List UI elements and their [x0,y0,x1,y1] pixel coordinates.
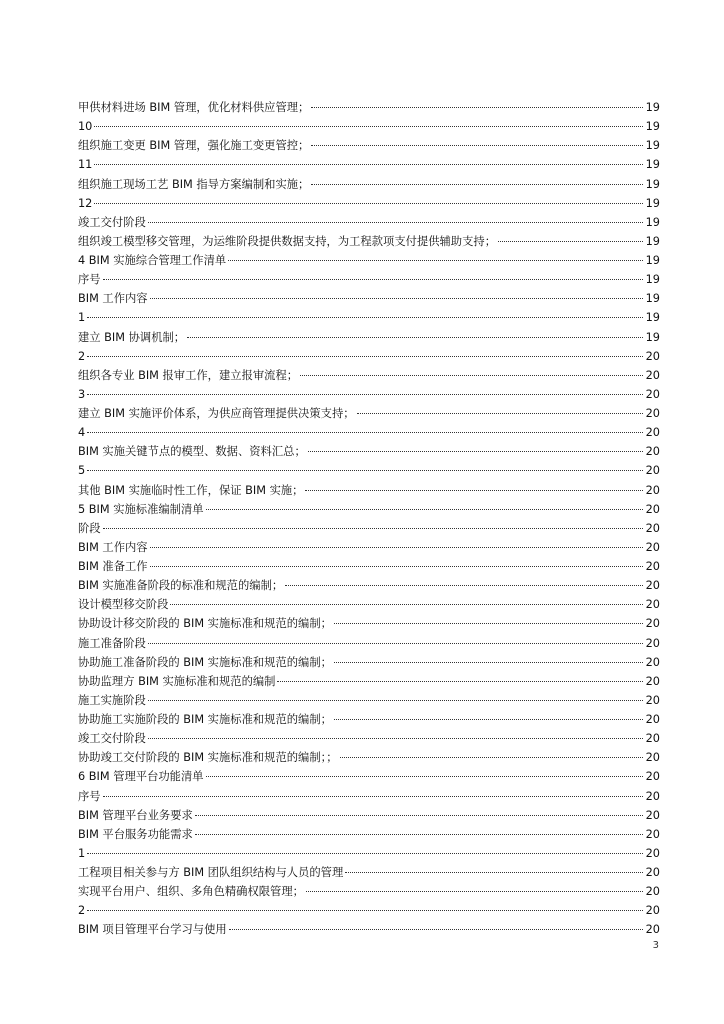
toc-entry-page: 20 [645,923,660,937]
toc-entry-text: 阶段 [78,521,101,535]
dot-leader [103,278,643,280]
toc-entry-text: 协助施工准备阶段的 BIM 实施标准和规范的编制； [78,655,332,669]
toc-entry-text: 建立 BIM 实施评价体系，为供应商管理提供决策支持； [78,407,355,420]
dot-leader [334,622,643,624]
dot-leader [334,718,643,720]
toc-entry-page: 20 [645,904,660,918]
toc-entry-text: 3 [78,387,86,401]
toc-entry[interactable] [78,213,660,232]
toc-entry-page: 19 [645,292,660,306]
toc-entry-page: 20 [645,885,660,899]
dot-leader [340,756,643,758]
toc-entry-page: 20 [645,368,660,382]
toc-entry-text: 建立 BIM 协调机制； [78,330,186,344]
dot-leader [148,699,643,701]
toc-entry-page: 19 [645,254,660,267]
toc-entry-page: 20 [645,598,660,612]
toc-entry-page: 20 [645,693,660,707]
toc-entry-text: BIM 管理平台业务要求 [78,808,193,822]
dot-leader [345,871,643,873]
dot-leader [311,144,643,146]
toc-entry[interactable] [78,442,660,461]
toc-entry-text: 施工实施阶段 [78,693,146,707]
toc-entry[interactable] [78,117,660,136]
dot-leader [87,909,643,911]
dot-leader [311,183,643,185]
dot-leader [170,603,643,605]
dot-leader [357,412,643,414]
dot-leader [195,814,643,816]
toc-entry[interactable] [78,538,660,557]
toc-entry[interactable] [78,614,660,633]
toc-entry-text: 1 [78,311,86,325]
dot-leader [94,163,643,165]
toc-entry[interactable] [78,882,660,901]
toc-entry-page: 19 [645,234,660,248]
dot-leader [306,890,643,892]
dot-leader [148,221,643,223]
page-number: 3 [652,940,659,951]
toc-entry-page: 19 [645,196,660,210]
toc-entry-text: 施工准备阶段 [78,636,146,650]
toc-entry[interactable] [78,653,660,672]
toc-entry-page: 20 [645,540,660,554]
toc-entry[interactable] [78,155,660,174]
toc-entry-page: 20 [645,349,660,363]
table-of-contents [78,98,660,940]
toc-entry-page: 19 [645,273,660,287]
toc-entry-page: 20 [645,426,660,440]
toc-entry-text: 组织施工现场工艺 BIM 指导方案编制和实施； [78,177,310,191]
toc-entry[interactable] [78,232,660,251]
toc-entry[interactable] [78,270,660,289]
toc-entry[interactable] [78,251,660,270]
toc-entry[interactable] [78,595,660,614]
toc-entry[interactable] [78,748,660,767]
toc-entry[interactable] [78,404,660,423]
toc-entry-page: 20 [645,521,660,535]
dot-leader [94,125,643,127]
dot-leader [87,393,643,395]
toc-entry[interactable] [78,136,660,155]
toc-entry-text: BIM 准备工作 [78,560,148,573]
dot-leader [150,297,643,299]
dot-leader [87,355,643,357]
toc-entry-page: 20 [645,617,660,631]
dot-leader [103,795,643,797]
toc-entry-text: 协助竣工交付阶段的 BIM 实施标准和规范的编制；； [78,751,338,765]
toc-entry-page: 20 [645,560,660,573]
toc-entry[interactable] [78,366,660,385]
toc-entry-page: 20 [645,789,660,803]
toc-entry-page: 20 [645,674,660,688]
dot-leader [206,508,643,510]
dot-leader [103,527,643,529]
toc-entry[interactable] [78,710,660,729]
toc-entry-text: 工程项目相关参与方 BIM 团队组织结构与人员的管理 [78,866,344,879]
toc-entry-page: 19 [645,330,660,344]
toc-entry[interactable] [78,672,660,691]
toc-entry[interactable] [78,920,660,939]
toc-entry[interactable] [78,500,660,519]
toc-entry-text: BIM 工作内容 [78,292,148,306]
toc-entry[interactable] [78,347,660,366]
toc-entry-text: 12 [78,196,93,210]
toc-entry-page: 20 [645,655,660,669]
dot-leader [94,202,643,204]
toc-entry-text: BIM 项目管理平台学习与使用 [78,923,227,937]
toc-entry[interactable] [78,194,660,213]
dot-leader [87,316,643,318]
dot-leader [150,565,643,567]
toc-entry-page: 20 [645,407,660,420]
toc-entry[interactable] [78,825,660,844]
toc-entry-text: BIM 工作内容 [78,540,148,554]
toc-entry-page: 20 [645,579,660,593]
toc-entry-text: BIM 实施关键节点的模型、数据、资料汇总； [78,445,306,459]
toc-entry-page: 19 [645,139,660,153]
toc-entry-text: 组织各专业 BIM 报审工作，建立报审流程； [78,368,299,382]
dot-leader [285,584,643,586]
toc-entry[interactable] [78,729,660,748]
toc-entry-page: 19 [645,120,660,134]
toc-entry[interactable] [78,98,660,117]
toc-entry-text: 1 [78,846,86,860]
toc-entry-page: 20 [645,636,660,650]
toc-entry[interactable] [78,787,660,806]
toc-entry[interactable] [78,767,660,786]
toc-entry-page: 19 [645,158,660,172]
toc-entry-page: 19 [645,177,660,191]
dot-leader [311,106,643,108]
toc-entry[interactable] [78,308,660,327]
toc-entry-page: 20 [645,464,660,478]
toc-entry[interactable] [78,175,660,194]
toc-entry-page: 20 [645,808,660,822]
toc-entry-page: 20 [645,445,660,459]
toc-entry-text: 协助设计移交阶段的 BIM 实施标准和规范的编制； [78,617,332,631]
toc-entry-page: 20 [645,770,660,784]
toc-entry-page: 20 [645,751,660,765]
toc-entry[interactable] [78,519,660,538]
dot-leader [334,661,643,663]
toc-entry[interactable] [78,461,660,480]
toc-entry[interactable] [78,844,660,863]
dot-leader [206,775,643,777]
toc-entry-text: 6 BIM 管理平台功能清单 [78,770,204,784]
toc-entry-text: 组织竣工模型移交管理，为运维阶段提供数据支持，为工程款项支付提供辅助支持； [78,234,496,248]
toc-entry-page: 20 [645,866,660,879]
toc-entry-text: 协助监理方 BIM 实施标准和规范的编制 [78,674,276,688]
toc-entry-text: 协助施工实施阶段的 BIM 实施标准和规范的编制； [78,713,332,726]
dot-leader [277,680,643,682]
toc-entry-text: 竣工交付阶段 [78,732,146,746]
toc-entry[interactable] [78,576,660,595]
dot-leader [228,259,643,261]
toc-entry-text: 组织施工变更 BIM 管理，强化施工变更管控； [78,139,310,153]
dot-leader [305,489,643,491]
dot-leader [195,833,643,835]
dot-leader [87,852,643,854]
toc-entry[interactable] [78,328,660,347]
toc-entry-page: 20 [645,713,660,726]
toc-entry-page: 20 [645,732,660,746]
toc-entry[interactable] [78,806,660,825]
toc-entry-text: 序号 [78,789,101,803]
toc-entry[interactable] [78,634,660,653]
dot-leader [150,546,643,548]
dot-leader [187,336,643,338]
toc-entry[interactable] [78,481,660,500]
toc-entry-page: 20 [645,483,660,497]
dot-leader [498,240,643,242]
toc-entry-text: 甲供材料进场 BIM 管理，优化材料供应管理； [78,101,310,114]
toc-entry-text: 4 [78,426,86,440]
toc-entry-page: 19 [645,311,660,325]
toc-entry-text: BIM 实施准备阶段的标准和规范的编制； [78,579,284,593]
toc-entry[interactable] [78,691,660,710]
toc-entry-page: 19 [645,215,660,229]
toc-entry-text: 5 BIM 实施标准编制清单 [78,502,204,516]
toc-entry-page: 19 [645,101,660,114]
dot-leader [87,469,643,471]
toc-entry-text: 竣工交付阶段 [78,215,146,229]
toc-entry-text: 实现平台用户、组织、多角色精确权限管理； [78,885,304,899]
toc-entry-text: 11 [78,158,93,172]
toc-entry-page: 20 [645,387,660,401]
dot-leader [229,928,643,930]
toc-entry-text: 设计模型移交阶段 [78,598,169,612]
dot-leader [300,374,643,376]
dot-leader [87,431,643,433]
dot-leader [308,450,643,452]
toc-entry[interactable] [78,423,660,442]
toc-entry[interactable] [78,557,660,576]
toc-entry[interactable] [78,863,660,882]
toc-entry-page: 20 [645,502,660,516]
dot-leader [148,737,643,739]
toc-entry-text: 其他 BIM 实施临时性工作，保证 BIM 实施； [78,483,304,497]
toc-entry-text: 4 BIM 实施综合管理工作清单 [78,254,227,267]
toc-entry-page: 20 [645,827,660,841]
toc-entry-text: 序号 [78,273,101,287]
toc-entry-text: 2 [78,904,86,918]
toc-entry-text: 2 [78,349,86,363]
toc-entry-text: 5 [78,464,86,478]
toc-entry[interactable] [78,289,660,308]
toc-entry[interactable] [78,385,660,404]
toc-entry-text: 10 [78,120,93,134]
toc-entry-page: 20 [645,846,660,860]
dot-leader [148,642,643,644]
toc-entry[interactable] [78,901,660,920]
toc-entry-text: BIM 平台服务功能需求 [78,827,193,841]
